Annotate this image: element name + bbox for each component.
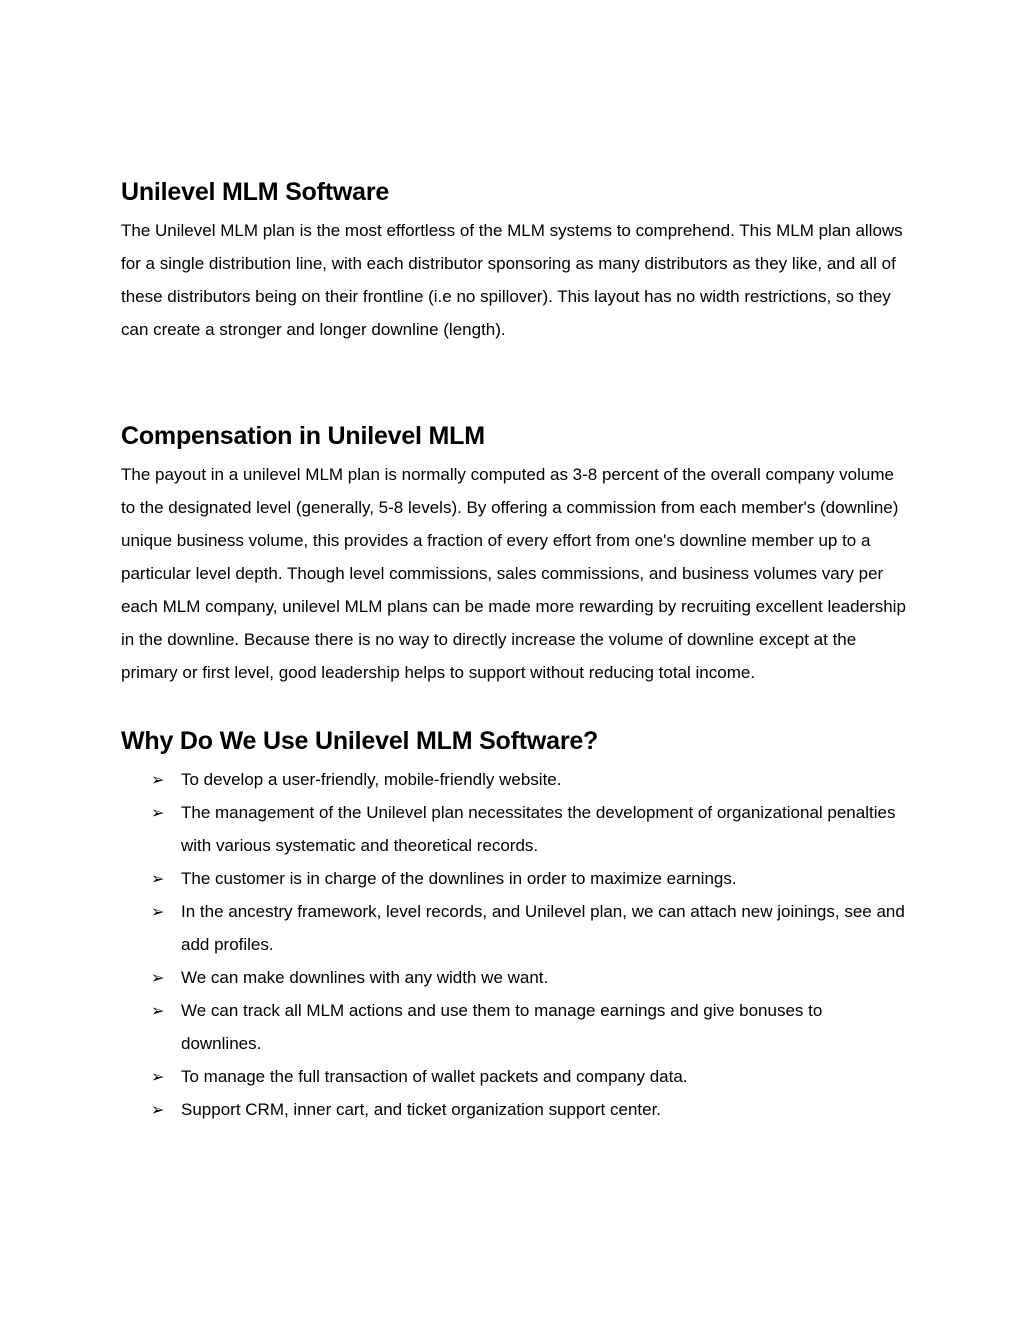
- arrow-bullet-icon: ➢: [151, 869, 165, 888]
- list-item-text: We can make downlines with any width we want.: [181, 968, 549, 987]
- list-item-text: To manage the full transaction of wallet packets and company data.: [181, 1067, 688, 1086]
- list-item: [121, 763, 906, 796]
- list-item-text: The management of the Unilevel plan necessitates the development of organizational penalties with various systematic and theoretical records.: [181, 803, 896, 855]
- document-page: [121, 174, 906, 1126]
- arrow-bullet-icon: ➢: [151, 1100, 165, 1119]
- arrow-bullet-icon: ➢: [151, 902, 165, 921]
- section-paragraph: The payout in a unilevel MLM plan is normally computed as 3-8 percent of the overall company volume to the designated level (generally, 5-8 levels). By offering a commission from each member's (downline) unique business volume, this provides a fraction of every effort from one's downline member up to a particular level depth. Though level commissions, sales commissions, and business volumes vary per each MLM company, unilevel MLM plans can be made more rewarding by recruiting excellent leadership in the downline. Because there is no way to directly increase the volume of downline except at the primary or first level, good leadership helps to support without reducing total income.: [121, 465, 906, 682]
- arrow-bullet-icon: ➢: [151, 770, 165, 789]
- arrow-bullet-icon: ➢: [151, 803, 165, 822]
- list-item: [121, 796, 906, 862]
- section-heading: Why Do We Use Unilevel MLM Software?: [121, 727, 599, 755]
- arrow-bullet-icon: ➢: [151, 1001, 165, 1020]
- list-item-text: We can track all MLM actions and use them to manage earnings and give bonuses to downlines.: [181, 1001, 823, 1053]
- section-why-use: [121, 723, 906, 1126]
- list-item: [121, 1060, 906, 1093]
- list-item-text: The customer is in charge of the downlines in order to maximize earnings.: [181, 869, 737, 888]
- section-paragraph: The Unilevel MLM plan is the most effortless of the MLM systems to comprehend. This MLM plan allows for a single distribution line, with each distributor sponsoring as many distributors as they like, and all of these distributors being on their frontline (i.e no spillover). This layout has no width restrictions, so they can create a stronger and longer downline (length).: [121, 221, 903, 339]
- list-item-text: In the ancestry framework, level records, and Unilevel plan, we can attach new joinings, see and add profiles.: [181, 902, 905, 954]
- bullet-list: [121, 763, 906, 1126]
- list-item: [121, 895, 906, 961]
- section-compensation: [121, 418, 906, 689]
- list-item: [121, 961, 906, 994]
- arrow-bullet-icon: ➢: [151, 968, 165, 987]
- list-item-text: Support CRM, inner cart, and ticket organization support center.: [181, 1100, 662, 1119]
- section-heading: Compensation in Unilevel MLM: [121, 422, 485, 450]
- arrow-bullet-icon: ➢: [151, 1067, 165, 1086]
- section-heading: Unilevel MLM Software: [121, 178, 390, 206]
- section-unilevel-mlm-software: [121, 174, 906, 346]
- list-item: [121, 862, 906, 895]
- list-item-text: To develop a user-friendly, mobile-friendly website.: [181, 770, 562, 789]
- list-item: [121, 994, 906, 1060]
- list-item: [121, 1093, 906, 1126]
